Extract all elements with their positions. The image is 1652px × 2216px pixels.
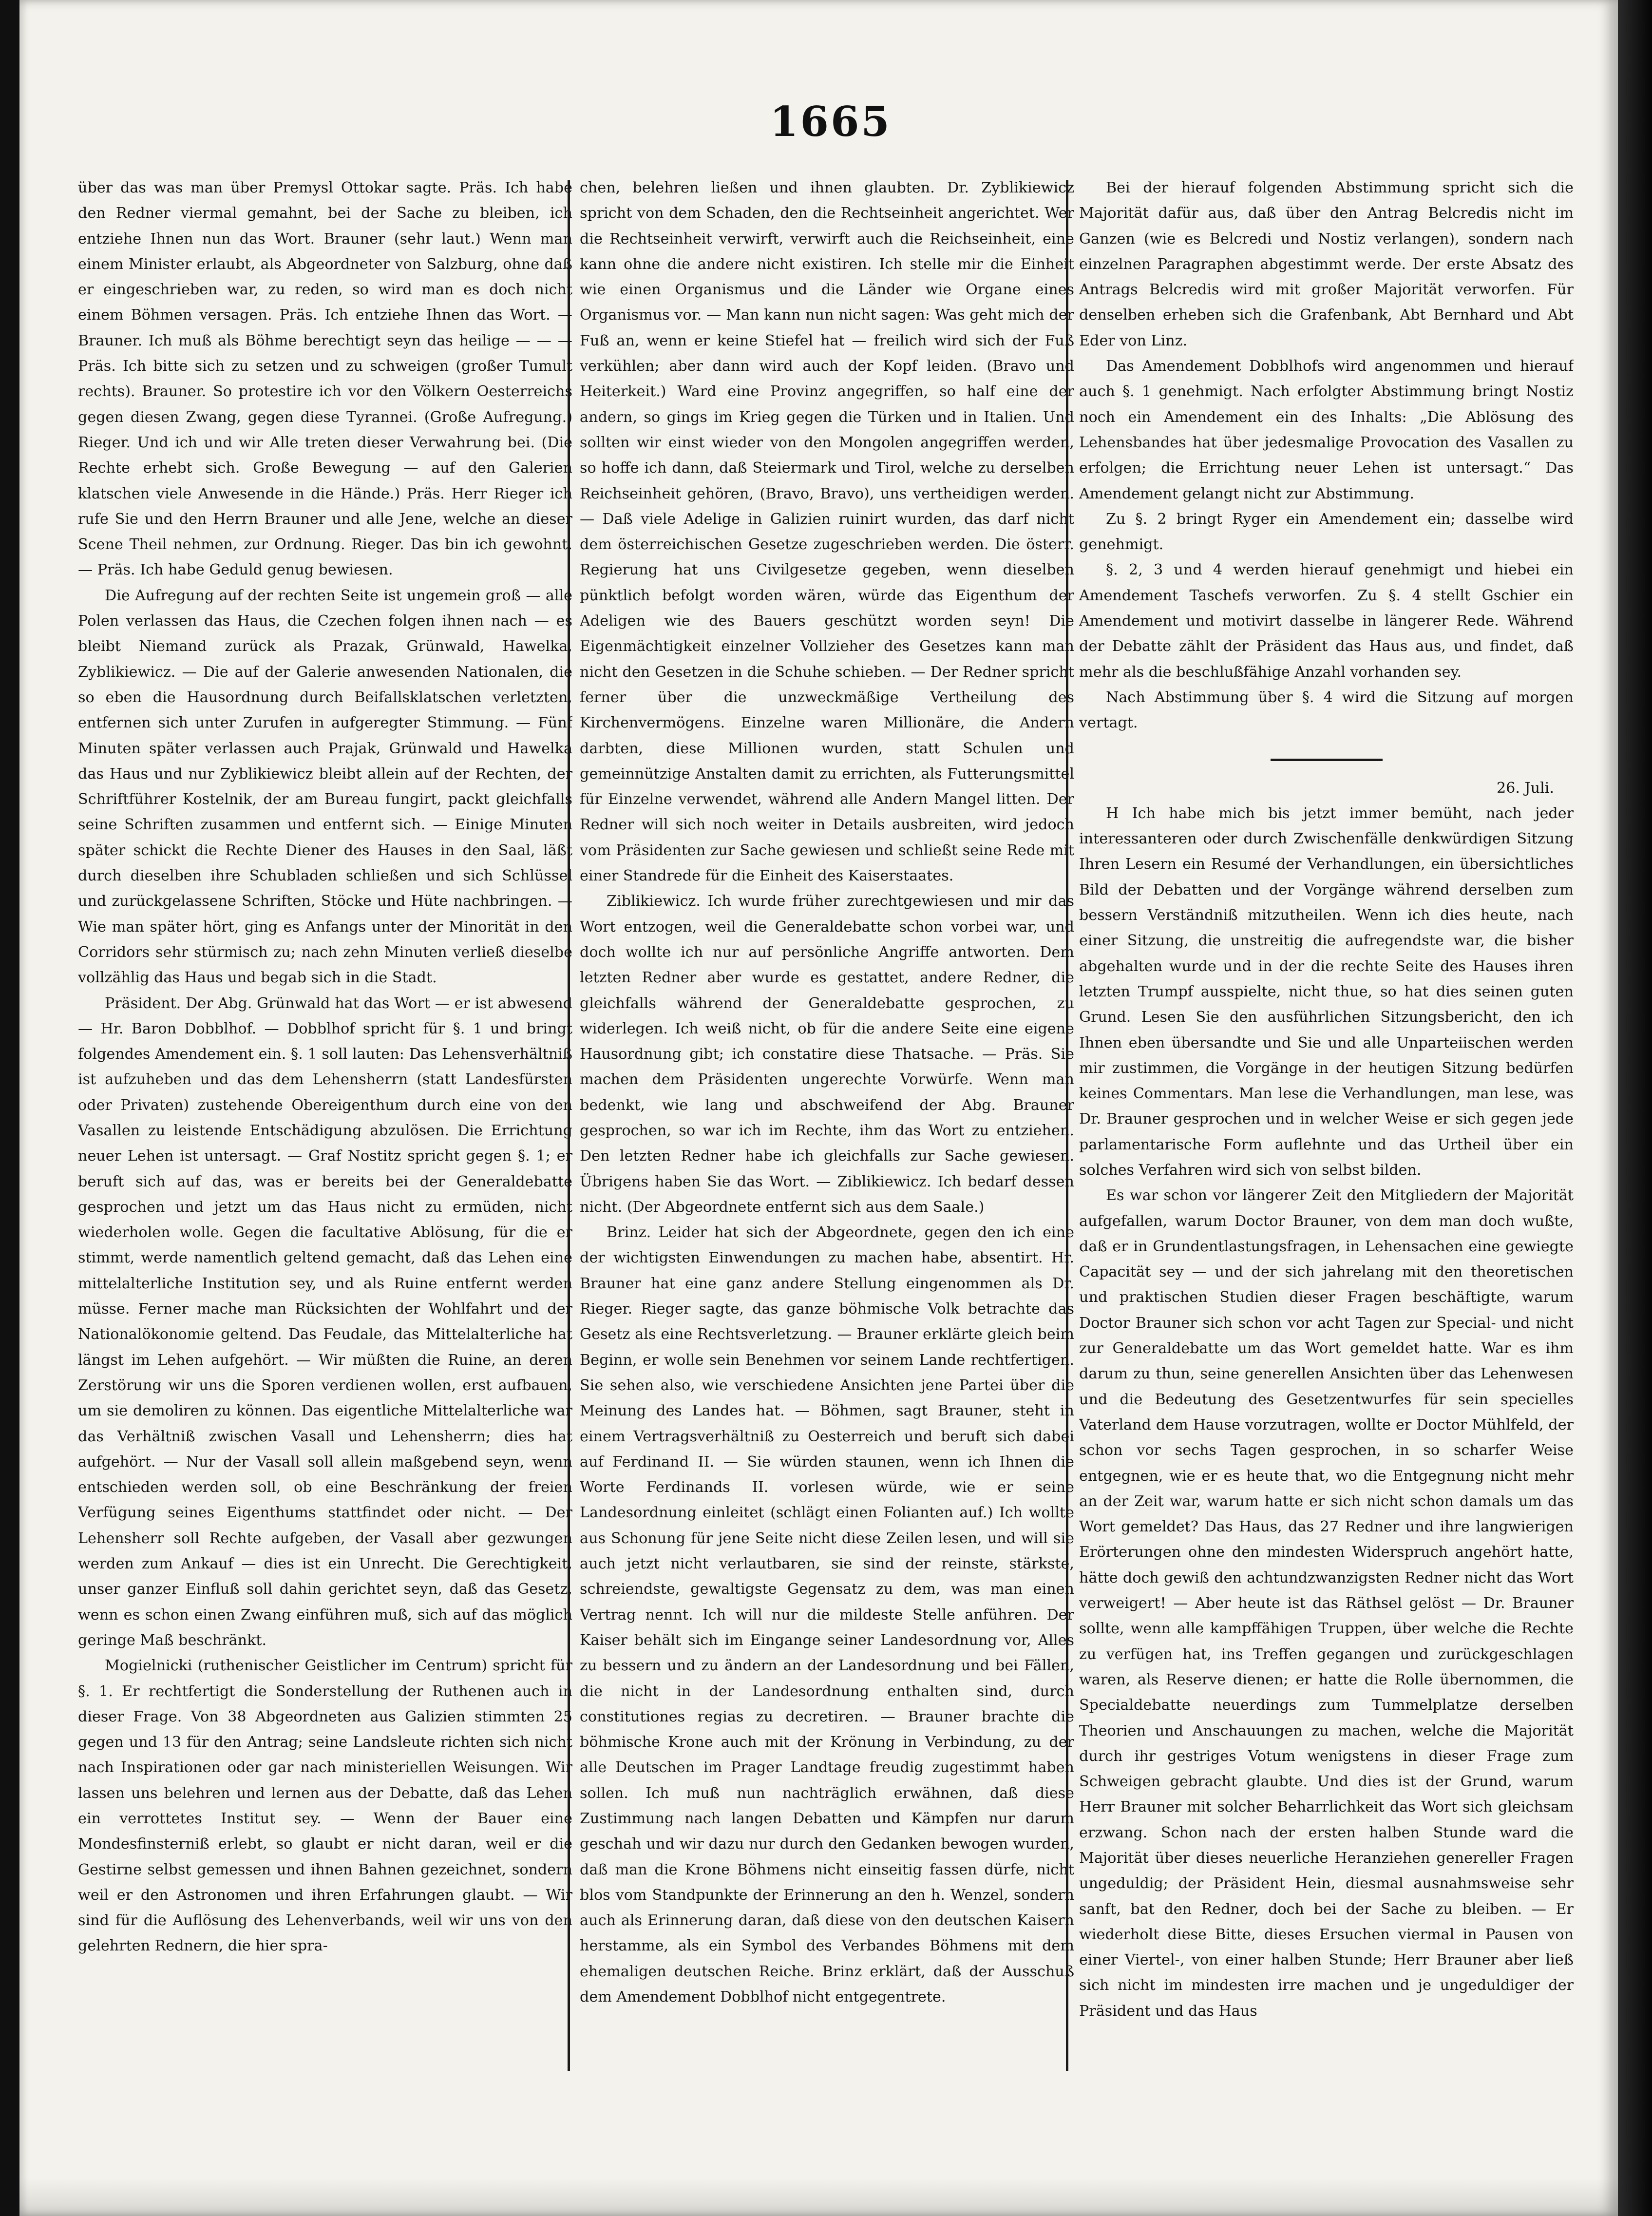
paragraph: Zu §. 2 bringt Ryger ein Amendement ein; dasselbe wird genehmigt.	[1079, 510, 1574, 554]
paragraph: H Ich habe mich bis jetzt immer bemüht, nach jeder interessanteren oder durch Zwischenfälle denkwürdigen Sitzung Ihren Lesern ein Resumé der Verhandlungen, ein übersichtliches Bild der Debatten und der Vorgänge während derselben zum bessern Verständniß mitzutheilen. Wenn ich dies heute, nach einer Sitzung, die unstreitig die aufregendste war, die bisher abgehalten wurde und in der die rechte Seite des Hauses ihren letzten Trumpf ausspielte, nicht thue, so hat dies seinen guten Grund. Lesen Sie den ausführlichen Sitzungsbericht, den ich Ihnen eben übersandte und Sie und alle Unparteiischen werden mir zustimmen, die Vorgänge in der heutigen Sitzung bedürfen keines Commentars. Man lese die Verhandlungen, man lese, was Dr. Brauner gesprochen und in welcher Weise er sich gegen jede parlamentarische Form auflehnte und das Urtheil über ein solches Verfahren wird sich von selbst bilden.	[1079, 804, 1574, 1179]
paragraph: Es war schon vor längerer Zeit den Mitgliedern der Majorität aufgefallen, warum Doctor Brauner, von dem man doch wußte, daß er in Grundentlastungsfragen, in Lehensachen eine gewiegte Capacität sey — und der sich jahrelang mit den theoretischen und praktischen Studien dieser Fragen beschäftigte, warum Doctor Brauner sich schon vor acht Tagen zur Special- und nicht zur Generaldebatte um das Wort gemeldet hatte. War es ihm darum zu thun, seine generellen Ansichten über das Lehenwesen und die Bedeutung des Gesetzentwurfes für sein specielles Vaterland dem Hause vorzutragen, wollte er Doctor Mühlfeld, der schon vor sechs Tagen gesprochen, in so scharfer Weise entgegnen, wie er es heute that, wo die Entgegnung nicht mehr an der Zeit war, warum hatte er sich nicht schon damals um das Wort gemeldet? Das Haus, das 27 Redner und ihre langwierigen Erörterungen ohne den mindesten Widerspruch angehört hatte, hätte doch gewiß den achtundzwanzigsten Redner nicht das Wort verweigert! — Aber heute ist das Räthsel gelöst — Dr. Brauner sollte, wenn alle kampffähigen Truppen, über welche die Rechte zu verfügen hat, ins Treffen gegangen und zurückgeschlagen waren, als Reserve dienen; er hatte die Rolle übernommen, die Specialdebatte neuerdings zum Tummelplatze derselben Theorien und Anschauungen zu machen, welche die Majorität durch ihr gestriges Votum wenigstens in dieser Frage zum Schweigen gebracht glaubte. Und dies ist der Grund, warum Herr Brauner mit solcher Beharrlichkeit das Wort sich gleichsam erzwang. Schon nach der ersten halben Stunde ward die Majorität über dieses neuerliche Heranziehen genereller Fragen ungeduldig; der Präsident Hein, diesmal ausnahmsweise sehr sanft, bat den Redner, doch bei der Sache zu bleiben. — Er wiederholt diese Bitte, dieses Ersuchen viermal in Pausen von einer Viertel-, von einer halben Stunde; Herr Brauner aber ließ sich nicht im mindesten irre machen und je ungeduldiger der Präsident und das Haus	[1079, 1187, 1574, 2020]
paragraph: chen, belehren ließen und ihnen glaubten. Dr. Zyblikiewicz spricht von dem Schaden, den die Rechtseinheit angerichtet. Wer die Rechtseinheit verwirft, verwirft auch die Reichseinheit, eine kann ohne die andere nicht existiren. Ich stelle mir die Einheit wie einen Organismus und die Länder wie Organe eines Organismus vor. — Man kann nun nicht sagen: Was geht mich der Fuß an, wenn er keine Stiefel hat — freilich wird sich der Fuß verkühlen; aber dann wird auch der Kopf leiden. (Bravo und Heiterkeit.) Ward eine Provinz angegriffen, so half eine der andern, so gings im Krieg gegen die Türken und in Italien. Und sollten wir einst wieder von den Mongolen angegriffen werden, so hoffe ich dann, daß Steiermark und Tirol, welche zu derselben Reichseinheit gehören, (Bravo, Bravo), uns vertheidigen werden. — Daß viele Adelige in Galizien ruinirt wurden, das darf nicht dem österreichischen Gesetze zugeschrieben werden. Die österr. Regierung hat uns Civilgesetze gegeben, wenn dieselben pünktlich befolgt worden wären, würde das Eigenthum der Adeligen wie des Bauers geschützt worden seyn! Die Eigenmächtigkeit einzelner Vollzieher des Gesetzes kann man nicht den Gesetzen in die Schuhe schieben. — Der Redner spricht ferner über die unzweckmäßige Vertheilung des Kirchenvermögens. Einzelne waren Millionäre, die Andern darbten, diese Millionen wurden, statt Schulen und gemeinnützige Anstalten damit zu errichten, als Futterungsmittel für Einzelne verwendet, während alle Andern Mangel litten. Der Redner will sich noch weiter in Details ausbreiten, wird jedoch vom Präsidenten zur Sache gewiesen und schließt seine Rede mit einer Standrede für die Einheit des Kaiserstaates.	[580, 179, 1074, 885]
page-bottom-shadow	[19, 2178, 1618, 2216]
paragraph: Das Amendement Dobblhofs wird angenommen und hierauf auch §. 1 genehmigt. Nach erfolgter Abstimmung bringt Nostiz noch ein Amendement ein des Inhalts: „Die Ablösung des Lehensbandes hat über jedesmalige Provocation des Vasallen zu erfolgen; die Errichtung neuer Lehen ist untersagt.“ Das Amendement gelangt nicht zur Abstimmung.	[1079, 358, 1574, 502]
column-2	[580, 175, 1074, 2085]
dateline: 26. Juli.	[1496, 779, 1554, 797]
paragraph: Nach Abstimmung über §. 4 wird die Sitzung auf morgen vertagt.	[1079, 688, 1574, 732]
paragraph: Mogielnicki (ruthenischer Geistlicher im Centrum) spricht für §. 1. Er rechtfertigt die Sonderstellung der Ruthenen auch in dieser Frage. Von 38 Abgeordneten aus Galizien stimmten 25 gegen und 13 für den Antrag; seine Landsleute richten sich nicht nach Inspirationen oder gar nach ministeriellen Weisungen. Wir lassen uns belehren und lernen aus der Debatte, daß das Lehen ein verrottetes Institut sey. — Wenn der Bauer eine Mondesfinsterniß erlebt, so glaubt er nicht daran, weil er die Gestirne selbst gemessen und ihnen Bahnen gezeichnet, sondern weil er den Astronomen und ihren Erfahrungen glaubt. — Wir sind für die Auflösung des Lehenverbands, weil wir uns von den gelehrten Rednern, die hier spra-	[78, 1657, 572, 1955]
paragraph: Die Aufregung auf der rechten Seite ist ungemein groß — alle Polen verlassen das Haus, die Czechen folgen ihnen nach — es bleibt Niemand zurück als Prazak, Grünwald, Hawelka, Zyblikiewicz. — Die auf der Galerie anwesenden Nationalen, die so eben die Hausordnung durch Beifallsklatschen verletzten, entfernen sich unter Zurufen in aufgeregter Stimmung. — Fünf Minuten später verlassen auch Prajak, Grünwald und Hawelka das Haus und nur Zyblikiewicz bleibt allein auf der Rechten, der Schriftführer Kostelnik, der am Bureau fungirt, packt gleichfalls seine Schriften zusammen und entfernt sich. — Einige Minuten später schickt die Rechte Diener des Hauses in den Saal, läßt durch dieselben ihre Schubladen schließen und sich Schlüssel und zurückgelassene Schriften, Stöcke und Hüte nachbringen. — Wie man später hört, ging es Anfangs unter der Minorität in den Corridors sehr stürmisch zu; nach zehn Minuten verließ dieselbe vollzählig das Haus und begab sich in die Stadt.	[78, 587, 572, 987]
section-divider	[1271, 759, 1383, 761]
paragraph: Bei der hierauf folgenden Abstimmung spricht sich die Majorität dafür aus, daß über den Antrag Belcredis nicht im Ganzen (wie es Belcredi und Nostiz verlangen), sondern nach einzelnen Paragraphen abgestimmt werde. Der erste Absatz des Antrags Belcredis wird mit großer Majorität verworfen. Für denselben erheben sich die Grafenbank, Abt Bernhard und Abt Eder von Linz.	[1079, 179, 1574, 349]
column-1	[78, 175, 572, 2085]
paragraph: §. 2, 3 und 4 werden hierauf genehmigt und hiebei ein Amendement Taschefs verworfen. Zu §. 4 stellt Gschier ein Amendement und motivirt dasselbe in längerer Rede. Während der Debatte zählt der Präsident das Haus aus, und findet, daß mehr als die beschlußfähige Anzahl vorhanden sey.	[1079, 561, 1574, 681]
scan-edge	[1618, 0, 1652, 2216]
paragraph: Ziblikiewicz. Ich wurde früher zurechtgewiesen und mir das Wort entzogen, weil die Generaldebatte schon vorbei war, und doch wollte ich nur auf persönliche Angriffe antworten. Dem letzten Redner aber wurde es gestattet, andere Redner, die gleichfalls während der Generaldebatte gesprochen, zu widerlegen. Ich weiß nicht, ob für die andere Seite eine eigene Hausordnung gibt; ich constatire diese Thatsache. — Präs. Sie machen dem Präsidenten ungerechte Vorwürfe. Wenn man bedenkt, wie lang und abschweifend der Abg. Brauner gesprochen, so war ich im Rechte, ihm das Wort zu entziehen. Den letzten Redner habe ich gleichfalls zur Sache gewiesen. Übrigens haben Sie das Wort. — Ziblikiewicz. Ich bedarf dessen nicht. (Der Abgeordnete entfernt sich aus dem Saale.)	[580, 893, 1074, 1216]
column-3	[1079, 175, 1574, 2085]
paragraph: Brinz. Leider hat sich der Abgeordnete, gegen den ich eine der wichtigsten Einwendungen zu machen habe, absentirt. Hr. Brauner hat eine ganz andere Stellung eingenommen als Dr. Rieger. Rieger sagte, das ganze böhmische Volk betrachte das Gesetz als eine Rechtsverletzung. — Brauner erklärte gleich beim Beginn, er wolle sein Benehmen vor seinem Lande rechtfertigen. Sie sehen also, wie verschiedene Ansichten jene Partei über die Meinung des Landes hat. — Böhmen, sagt Brauner, steht in einem Vertragsverhältniß zu Oesterreich und beruft sich dabei auf Ferdinand II. — Sie würden staunen, wenn ich Ihnen die Worte Ferdinands II. vorlesen würde, wie er seine Landesordnung einleitet (schlägt einen Folianten auf.) Ich wollte aus Schonung für jene Seite nicht diese Zeilen lesen, und will sie auch jetzt nicht verlautbaren, sie sind der reinste, stärkste, schreiendste, gewaltigste Gegensatz zu dem, was man einen Vertrag nennt. Ich will nur die mildeste Stelle anführen. Der Kaiser behält sich im Eingange seiner Landesordnung vor, Alles zu bessern und zu ändern an der Landesordnung und bei Fällen, die nicht in der Landesordnung enthalten sind, durch constitutiones regias zu decretiren. — Brauner brachte die böhmische Krone auch mit der Krönung in Verbindung, zu der alle Deutschen im Prager Landtage freudig zugestimmt haben sollen. Ich muß nun nachträglich erwähnen, daß diese Zustimmung nach langen Debatten und Kämpfen nur darum geschah und wir dazu nur durch den Gedanken bewogen wurden, daß man die Krone Böhmens nicht einseitig fassen dürfe, nicht blos vom Standpunkte der Erinnerung an den h. Wenzel, sondern auch als Erinnerung daran, daß diese von den deutschen Kaisern herstamme, als ein Symbol des Verbandes Böhmens mit dem ehemaligen deutschen Reiche. Brinz erklärt, daß der Ausschuß dem Amendement Dobblhof nicht entgegentrete.	[580, 1224, 1074, 2006]
paragraph: über das was man über Premysl Ottokar sagte. Präs. Ich habe den Redner viermal gemahnt, bei der Sache zu bleiben, ich entziehe Ihnen nun das Wort. Brauner (sehr laut.) Wenn man einem Minister erlaubt, als Abgeordneter von Salzburg, ohne daß er eingeschrieben war, zu reden, so wird man es doch nicht einem Böhmen versagen. Präs. Ich entziehe Ihnen das Wort. — Brauner. Ich muß als Böhme berechtigt seyn das heilige — — — Präs. Ich bitte sich zu setzen und zu schweigen (großer Tumult rechts). Brauner. So protestire ich vor den Völkern Oesterreichs gegen diesen Zwang, gegen diese Tyrannei. (Große Aufregung.) Rieger. Und ich und wir Alle treten dieser Verwahrung bei. (Die Rechte erhebt sich. Große Bewegung — auf den Galerien klatschen viele Anwesende in die Hände.) Präs. Herr Rieger ich rufe Sie und den Herrn Brauner und alle Jene, welche an dieser Scene Theil nehmen, zur Ordnung. Rieger. Das bin ich gewohnt. — Präs. Ich habe Geduld genug bewiesen.	[78, 179, 572, 579]
paragraph: Präsident. Der Abg. Grünwald hat das Wort — er ist abwesend — Hr. Baron Dobblhof. — Dobblhof spricht für §. 1 und bringt folgendes Amendement ein. §. 1 soll lauten: Das Lehensverhältniß ist aufzuheben und das dem Lehensherrn (statt Landesfürsten oder Privaten) zustehende Obereigenthum durch eine von den Vasallen zu leistende Entschädigung abzulösen. Die Errichtung neuer Lehen ist untersagt. — Graf Nostitz spricht gegen §. 1; er beruft sich auf das, was er bereits bei der Generaldebatte gesprochen und jetzt um das Haus nicht zu ermüden, nicht wiederholen wolle. Gegen die facultative Ablösung, für die er stimmt, werde namentlich geltend gemacht, daß das Lehen eine mittelalterliche Institution sey, und als Ruine entfernt werden müsse. Ferner mache man Rücksichten der Wohlfahrt und der Nationalökonomie geltend. Das Feudale, das Mittelalterliche hat längst im Lehen aufgehört. — Wir müßten die Ruine, an deren Zerstörung wir uns die Sporen verdienen wollen, erst aufbauen, um sie demoliren zu können. Das eigentliche Mittelalterliche war das Verhältniß zwischen Vasall und Lehensherrn; dies hat aufgehört. — Nur der Vasall soll allein maßgebend seyn, wenn entschieden werden soll, ob eine Beschränkung der freien Verfügung seines Eigenthums stattfindet oder nicht. — Der Lehensherr soll Rechte aufgeben, der Vasall aber gezwungen werden zum Ankauf — dies ist ein Unrecht. Die Gerechtigkeit, unser ganzer Einfluß soll dahin gerichtet seyn, daß das Gesetz, wenn es schon einen Zwang einführen muß, sich auf das möglich geringe Maß beschränkt.	[78, 994, 572, 1649]
page-number: 1665	[770, 97, 892, 146]
